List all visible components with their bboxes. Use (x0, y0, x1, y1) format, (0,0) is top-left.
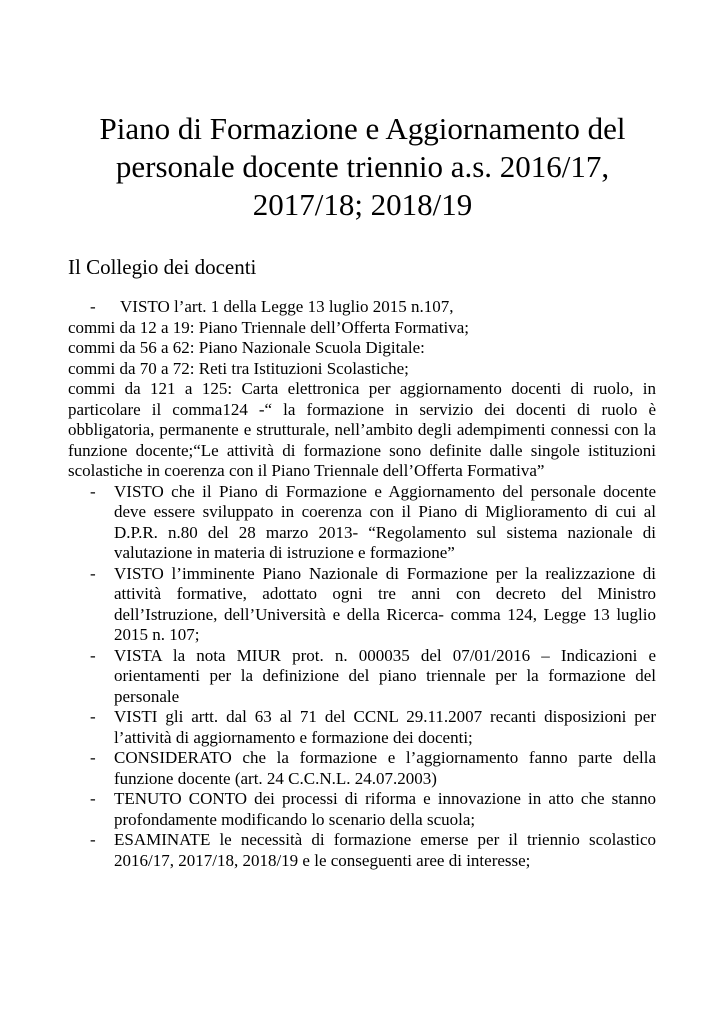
title-line-1: Piano di Formazione e Aggiornamento del (99, 111, 626, 146)
commi-line: commi da 56 a 62: Piano Nazionale Scuola Digitale: (68, 338, 425, 357)
list-item (68, 646, 656, 708)
list-item (68, 830, 656, 871)
list-dash: - (90, 707, 96, 726)
commi-line: commi da 70 a 72: Reti tra Istituzioni Scolastiche; (68, 358, 409, 378)
list-item (68, 748, 656, 789)
title-line-3: 2017/18; 2018/19 (252, 187, 473, 222)
list-dash: - (90, 789, 96, 808)
list-item-text: VISTO l’art. 1 della Legge 13 luglio 2015 n.107, (120, 297, 454, 316)
list-item (68, 564, 656, 646)
document-title (60, 110, 665, 224)
list-dash: - (90, 748, 96, 767)
list-dash: - (90, 297, 96, 316)
list-dash: - (90, 563, 96, 583)
list-item-text: TENUTO CONTO dei processi di riforma e innovazione in atto che stanno profondamente modificando lo scenario della scuola; (114, 789, 656, 829)
title-line-2: personale docente triennio a.s. 2016/17, (115, 149, 610, 184)
subject-heading: Il Collegio dei docenti (68, 255, 257, 279)
commi-line: commi da 12 a 19: Piano Triennale dell’Offerta Formativa; (68, 317, 469, 337)
list-item (68, 789, 656, 830)
list-item-text: VISTO l’imminente Piano Nazionale di Formazione per la realizzazione di attività formative, adottato ogni tre anni con decreto del Ministro dell’Istruzione, dell’Università e della Ricerca- comma 124, Legge 13 luglio 2015 n. 107; (114, 563, 656, 644)
list-dash: - (90, 645, 96, 665)
list-item-text: ESAMINATE le necessità di formazione emerse per il triennio scolastico 2016/17, 2017/18, 2018/19 e le conseguenti aree di interesse; (114, 830, 656, 870)
document-body (68, 297, 656, 871)
list-item-text: VISTI gli artt. dal 63 al 71 del CCNL 29.11.2007 recanti disposizioni per l’attività di aggiornamento e formazione dei docenti; (114, 707, 656, 747)
list-item-visto-legge (68, 297, 656, 318)
list-dash: - (90, 830, 96, 849)
list-item (68, 707, 656, 748)
commi-paragraph: commi da 121 a 125: Carta elettronica per aggiornamento docenti di ruolo, in particolare il comma124 -“ la formazione in servizio dei docenti di ruolo è obbligatoria, permanente e strutturale, nell’ambito degli adempimenti connessi con la funzione docente;“Le attività di formazione sono definite dalle singole istituzioni scolastiche in coerenza con il Piano Triennale dell’Offerta Formativa” (68, 379, 656, 480)
list-item-text: CONSIDERATO che la formazione e l’aggiornamento fanno parte della funzione docente (art. 24 C.C.N.L. 24.07.2003) (114, 748, 656, 788)
list-item (68, 482, 656, 564)
list-item-text: VISTO che il Piano di Formazione e Aggiornamento del personale docente deve essere sviluppato in coerenza con il Piano di Miglioramento di cui al D.P.R. n.80 del 28 marzo 2013- “Regolamento sul sistema nazionale di valutazione in materia di istruzione e formazione” (114, 481, 656, 562)
list-item-text: VISTA la nota MIUR prot. n. 000035 del 07/01/2016 – Indicazioni e orientamenti per la definizione del piano triennale per la formazione del personale (114, 645, 656, 706)
list-dash: - (90, 481, 96, 501)
